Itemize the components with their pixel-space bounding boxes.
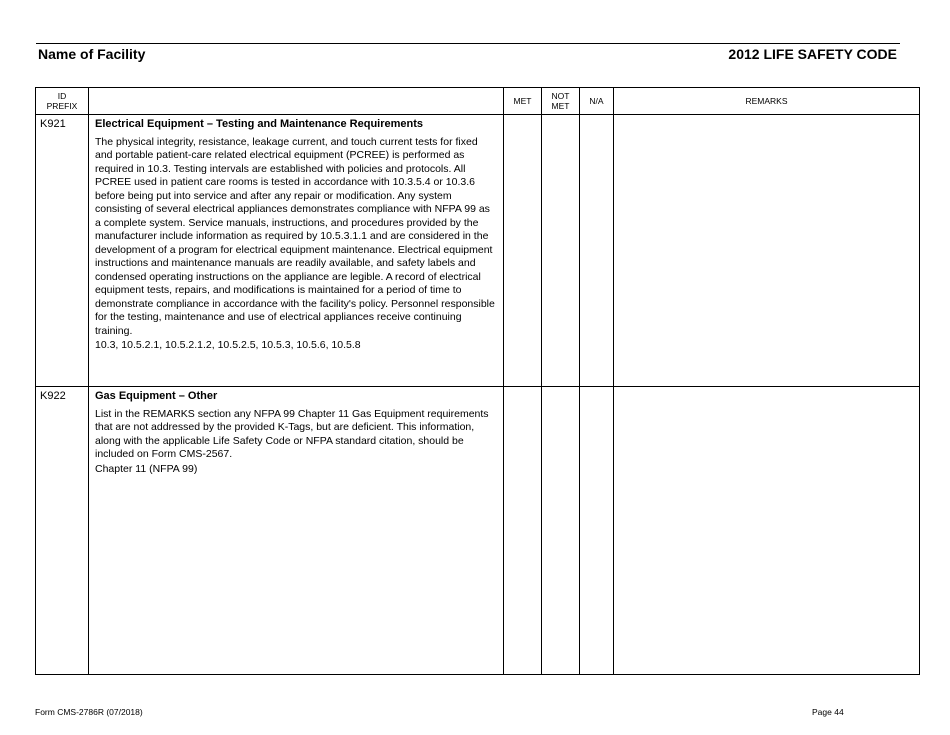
col-na: N/A: [580, 88, 614, 115]
col-id-prefix: [36, 88, 89, 115]
table-row-k921: [36, 115, 920, 387]
requirement-citation: 10.3, 10.5.2.1, 10.5.2.1.2, 10.5.2.5, 10.5.3, 10.5.6, 10.5.8: [95, 339, 361, 351]
requirements-table: [35, 87, 920, 675]
page-number: Page 44: [812, 707, 844, 717]
table-row-k922: [36, 387, 920, 675]
facility-name-label: Name of Facility: [38, 46, 146, 62]
id-prefix-cell: K921: [36, 115, 89, 387]
header-rule: [36, 43, 900, 44]
form-number: Form CMS-2786R (07/2018): [35, 707, 143, 717]
col-not-met-label: NOT MET: [551, 91, 570, 111]
not-met-cell[interactable]: [542, 387, 580, 675]
na-cell[interactable]: [580, 115, 614, 387]
requirement-title: Gas Equipment – Other: [95, 390, 218, 402]
requirement-cell: [89, 115, 504, 387]
table-header-row: [36, 88, 920, 115]
not-met-cell[interactable]: [542, 115, 580, 387]
remarks-cell[interactable]: [614, 115, 920, 387]
met-cell[interactable]: [504, 387, 542, 675]
id-prefix-cell: K922: [36, 387, 89, 675]
requirement-body: The physical integrity, resistance, leakage current, and touch current tests for fixed and portable patient-care related electrical equipment (PCREE) is performed as required in 10.3. Testing intervals are established with policies and protocols. All PCREE used in patient care rooms is tested in accordance with 10.3.5.4 or 10.3.6 before being put into service and after any repair or modification. Any system consisting of several electrical appliances demonstrates compliance with NFPA 99 as a complete system. Service manuals, instructions, and procedures provided by the manufacturer include information as required by 10.5.3.1.1 and are considered in the development of a program for electrical equipment maintenance. Electrical equipment instructions and maintenance manuals are readily available, and safety labels and condensed operating instructions on the appliance are legible. A record of electrical equipment tests, repairs, and modifications is maintained for a period of time to demonstrate compliance in accordance with the facility's policy. Personnel responsible for the testing, maintenance and use of electrical appliances receive continuing training.: [95, 135, 495, 337]
requirement-cell: [89, 387, 504, 675]
col-met: MET: [504, 88, 542, 115]
col-id-prefix-label: ID PREFIX: [46, 91, 78, 111]
requirement-citation: Chapter 11 (NFPA 99): [95, 462, 198, 475]
col-remarks: REMARKS: [614, 88, 920, 115]
col-not-met: [542, 88, 580, 115]
requirement-title: Electrical Equipment – Testing and Maintenance Requirements: [95, 118, 424, 130]
requirement-body: List in the REMARKS section any NFPA 99 Chapter 11 Gas Equipment requirements that are not addressed by the provided K-Tags, but are deficient. This information, along with the applicable Life Safety Code or NFPA standard citation, should be included on Form CMS-2567.: [95, 407, 489, 460]
code-title: 2012 LIFE SAFETY CODE: [728, 46, 897, 62]
col-requirement: [89, 88, 504, 115]
remarks-cell[interactable]: [614, 387, 920, 675]
met-cell[interactable]: [504, 115, 542, 387]
na-cell[interactable]: [580, 387, 614, 675]
